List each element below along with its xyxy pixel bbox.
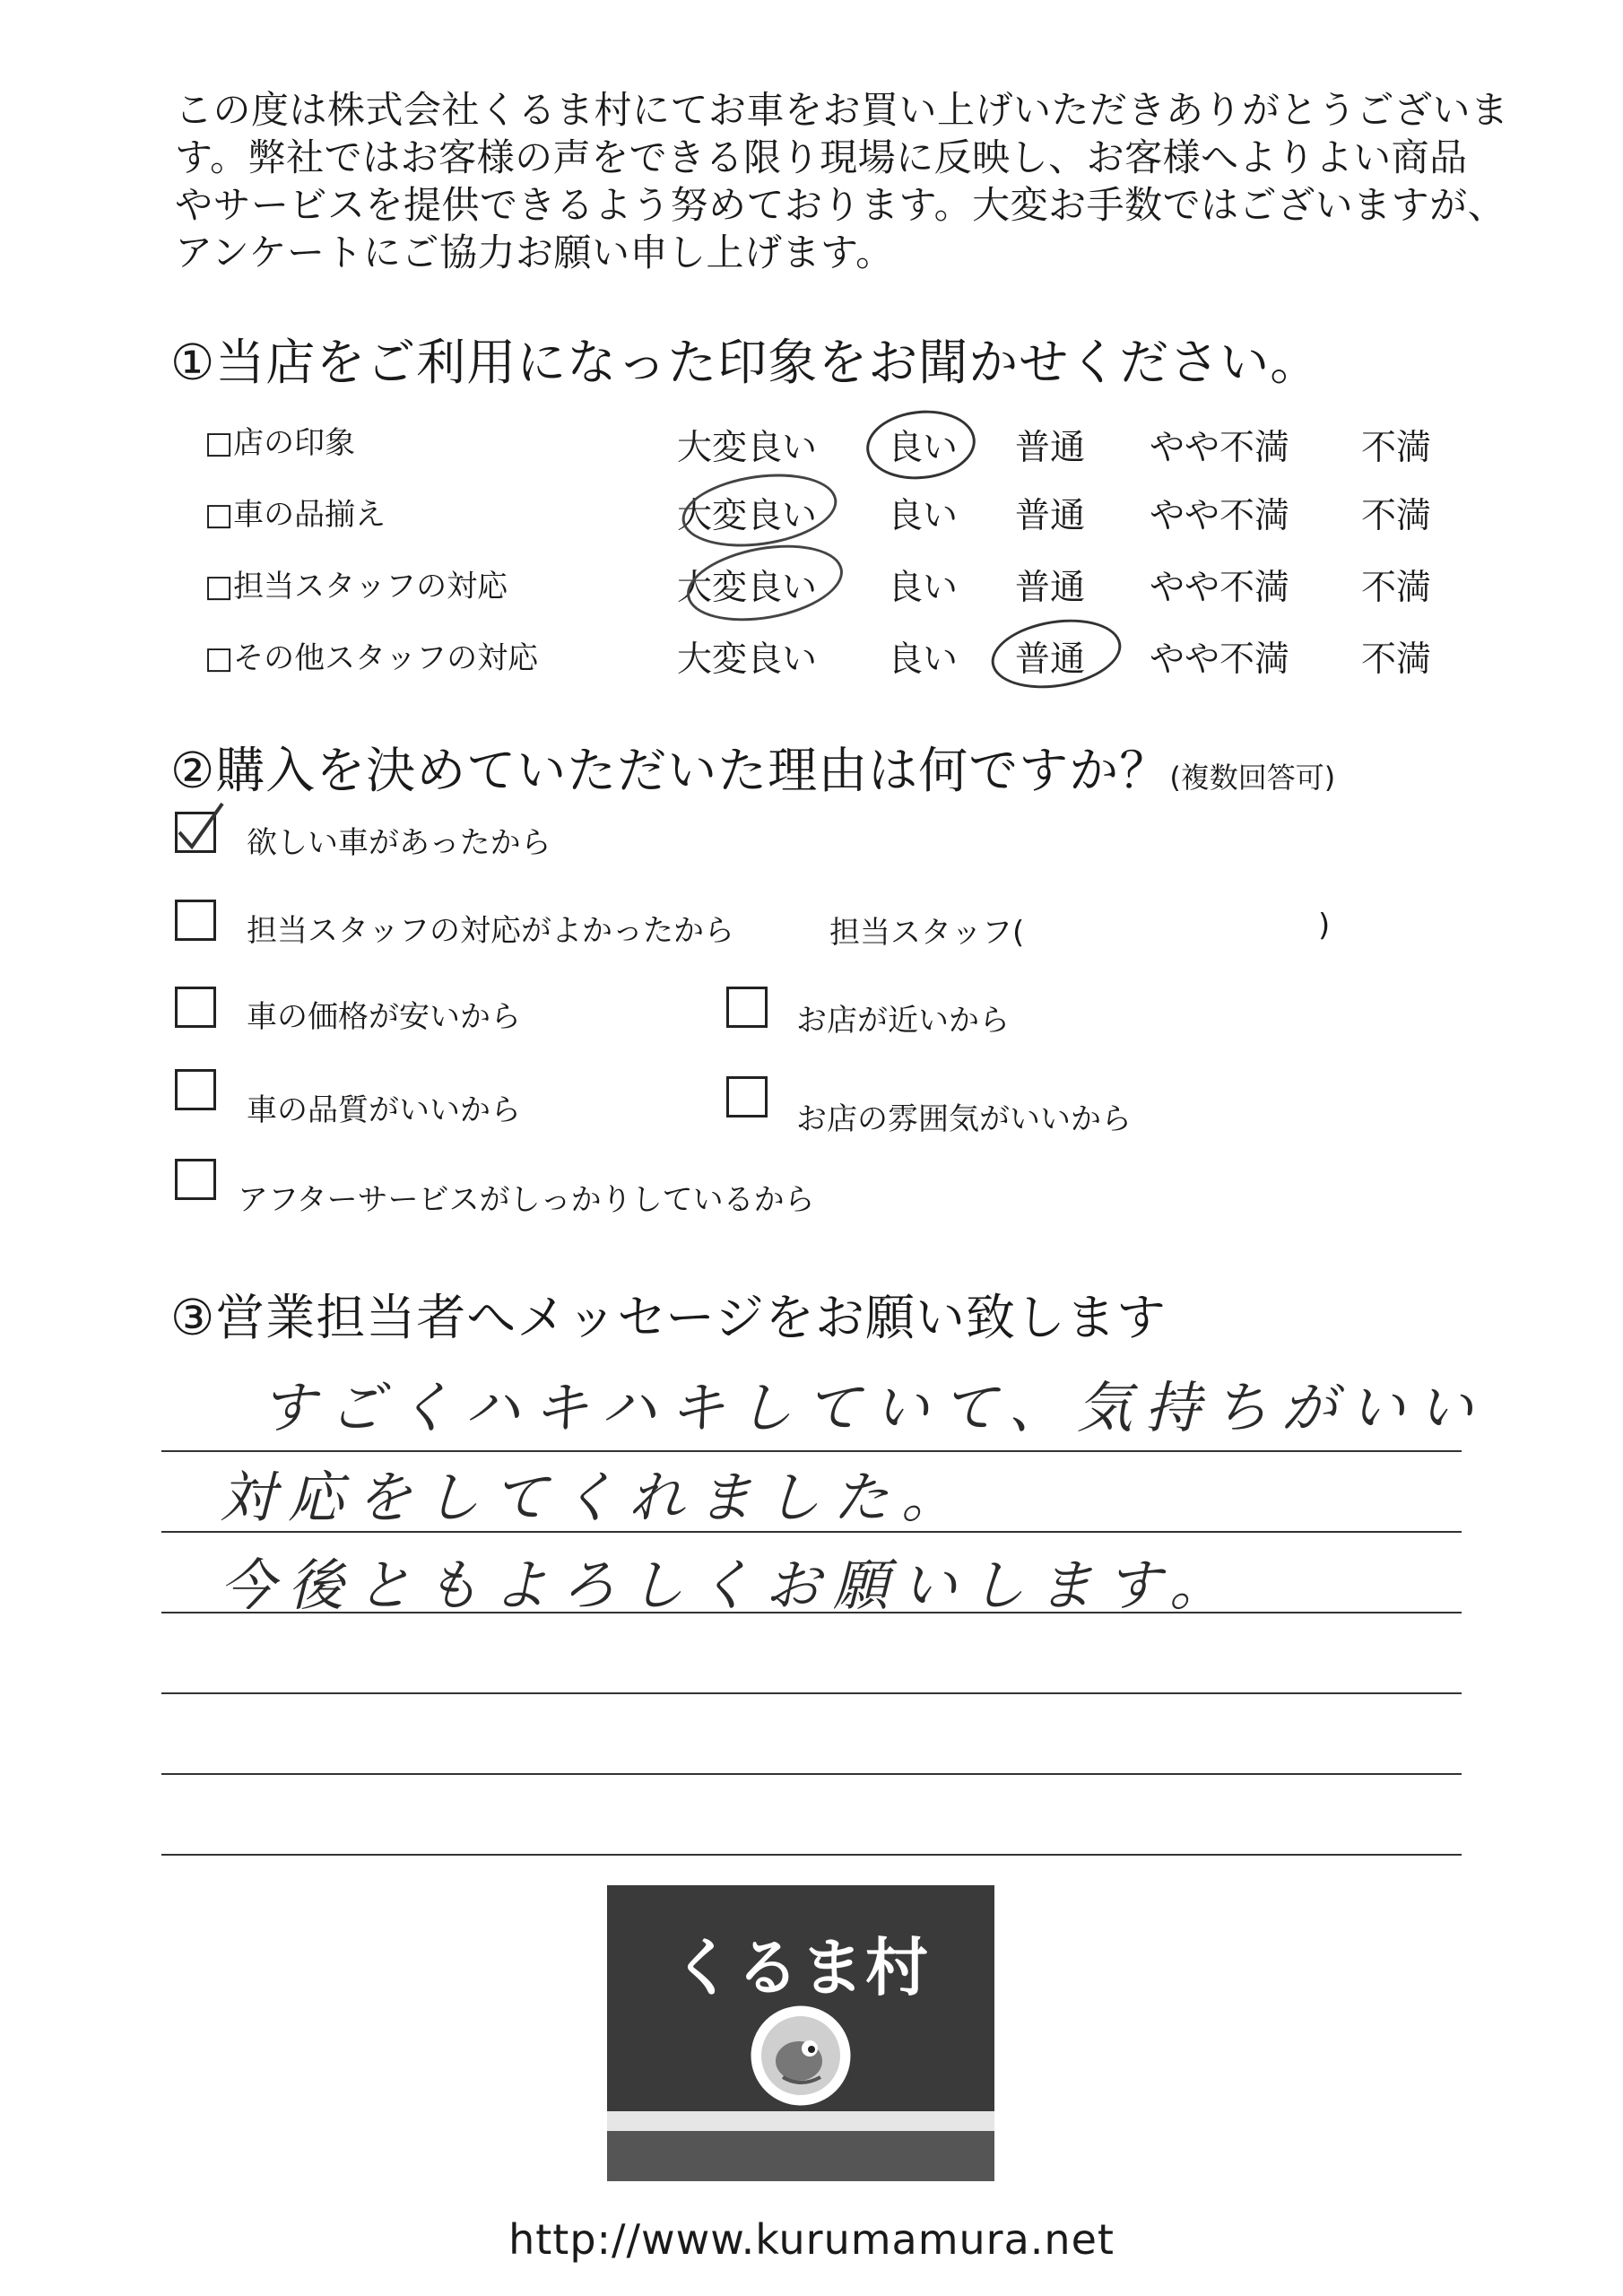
checkbox-label: 車の価格が安いから bbox=[247, 999, 521, 1035]
option-somewhat-unsatisfied[interactable]: やや不満 bbox=[1150, 428, 1290, 468]
option-unsatisfied[interactable]: 不満 bbox=[1361, 428, 1432, 468]
option-very-good[interactable]: 大変良い bbox=[677, 496, 818, 536]
rating-label-store: □店の印象 bbox=[204, 425, 356, 461]
option-normal[interactable]: 普通 bbox=[1015, 568, 1086, 608]
checkbox-staff-response[interactable] bbox=[175, 900, 216, 941]
intro-text bbox=[175, 86, 1509, 276]
q2-note: (複数回答可) bbox=[1169, 761, 1336, 795]
company-logo bbox=[607, 1885, 994, 2181]
handwritten-line: 対応をしてくれました。 bbox=[220, 1465, 970, 1530]
q2-title bbox=[170, 731, 1335, 802]
checkbox-label: 欲しい車があったから bbox=[247, 825, 551, 861]
option-very-good[interactable]: 大変良い bbox=[677, 639, 818, 680]
checkbox-atmosphere[interactable] bbox=[726, 1076, 768, 1118]
option-good[interactable]: 良い bbox=[888, 428, 959, 468]
checkbox-label: アフターサービスがしっかりしているから bbox=[238, 1182, 815, 1218]
checkmark-icon bbox=[174, 802, 228, 857]
logo-band-light bbox=[607, 2111, 994, 2131]
handwritten-line: すごくハキハキしていて、気持ちがいい bbox=[260, 1375, 1486, 1440]
writing-line bbox=[161, 1773, 1462, 1775]
staff-name-close: ) bbox=[1318, 908, 1331, 944]
option-very-good[interactable]: 大変良い bbox=[677, 428, 818, 468]
intro-line: アンケートにご協力お願い申し上げます。 bbox=[175, 230, 894, 274]
option-somewhat-unsatisfied[interactable]: やや不満 bbox=[1150, 496, 1290, 536]
option-somewhat-unsatisfied[interactable]: やや不満 bbox=[1150, 639, 1290, 680]
option-very-good[interactable]: 大変良い bbox=[677, 568, 818, 608]
writing-line bbox=[161, 1692, 1462, 1694]
q2-title-text: ②購入を決めていただいた理由は何ですか？ bbox=[170, 742, 1170, 799]
checkbox-label: 担当スタッフの対応がよかったから bbox=[247, 913, 734, 949]
writing-line bbox=[161, 1854, 1462, 1856]
logo-text: くるま村 bbox=[672, 1931, 930, 2005]
option-unsatisfied[interactable]: 不満 bbox=[1361, 496, 1432, 536]
intro-line: す。弊社ではお客様の声をできる限り現場に反映し、お客様へよりよい商品 bbox=[175, 135, 1468, 179]
rating-label-lineup: □車の品揃え bbox=[204, 497, 386, 533]
intro-line: この度は株式会社くるま村にてお車をお買い上げいただきありがとうございま bbox=[175, 88, 1509, 132]
option-normal[interactable]: 普通 bbox=[1015, 639, 1086, 680]
option-good[interactable]: 良い bbox=[888, 568, 959, 608]
checkbox-label: お店が近いから bbox=[796, 1003, 1010, 1039]
q3-title: ③営業担当者へメッセージをお願い致します bbox=[170, 1289, 1167, 1346]
logo-band-dark bbox=[607, 2131, 994, 2181]
selection-circle bbox=[677, 465, 841, 555]
option-good[interactable]: 良い bbox=[888, 639, 959, 680]
selection-circle bbox=[681, 534, 848, 631]
selection-circle bbox=[986, 611, 1126, 697]
rating-label-staff: □担当スタッフの対応 bbox=[204, 569, 508, 604]
option-somewhat-unsatisfied[interactable]: やや不満 bbox=[1150, 568, 1290, 608]
website-url[interactable]: http://www.kurumamura.net bbox=[508, 2215, 1115, 2264]
checkbox-low-price[interactable] bbox=[175, 987, 216, 1028]
writing-line bbox=[161, 1531, 1462, 1533]
option-unsatisfied[interactable]: 不満 bbox=[1361, 568, 1432, 608]
writing-line bbox=[161, 1612, 1462, 1613]
checkbox-wanted-car[interactable] bbox=[175, 812, 216, 853]
intro-line: やサービスを提供できるよう努めております。大変お手数ではございますが、 bbox=[175, 183, 1506, 227]
writing-line bbox=[161, 1450, 1462, 1452]
checkbox-label: お店の雰囲気がいいから bbox=[796, 1101, 1132, 1137]
option-unsatisfied[interactable]: 不満 bbox=[1361, 639, 1432, 680]
mascot-icon bbox=[747, 2002, 855, 2109]
checkbox-quality[interactable] bbox=[175, 1069, 216, 1110]
rating-label-other-staff: □その他スタッフの対応 bbox=[204, 640, 539, 676]
q1-title: ①当店をご利用になった印象をお聞かせください。 bbox=[170, 334, 1321, 391]
option-normal[interactable]: 普通 bbox=[1015, 496, 1086, 536]
option-normal[interactable]: 普通 bbox=[1015, 428, 1086, 468]
checkbox-label: 車の品質がいいから bbox=[247, 1092, 521, 1128]
handwritten-line: 今後ともよろしくお願いします。 bbox=[220, 1552, 1238, 1618]
option-good[interactable]: 良い bbox=[888, 496, 959, 536]
checkbox-store-near[interactable] bbox=[726, 987, 768, 1028]
selection-circle bbox=[863, 405, 978, 484]
staff-name-label: 担当スタッフ( bbox=[829, 915, 1025, 951]
checkbox-after-service[interactable] bbox=[175, 1159, 216, 1200]
